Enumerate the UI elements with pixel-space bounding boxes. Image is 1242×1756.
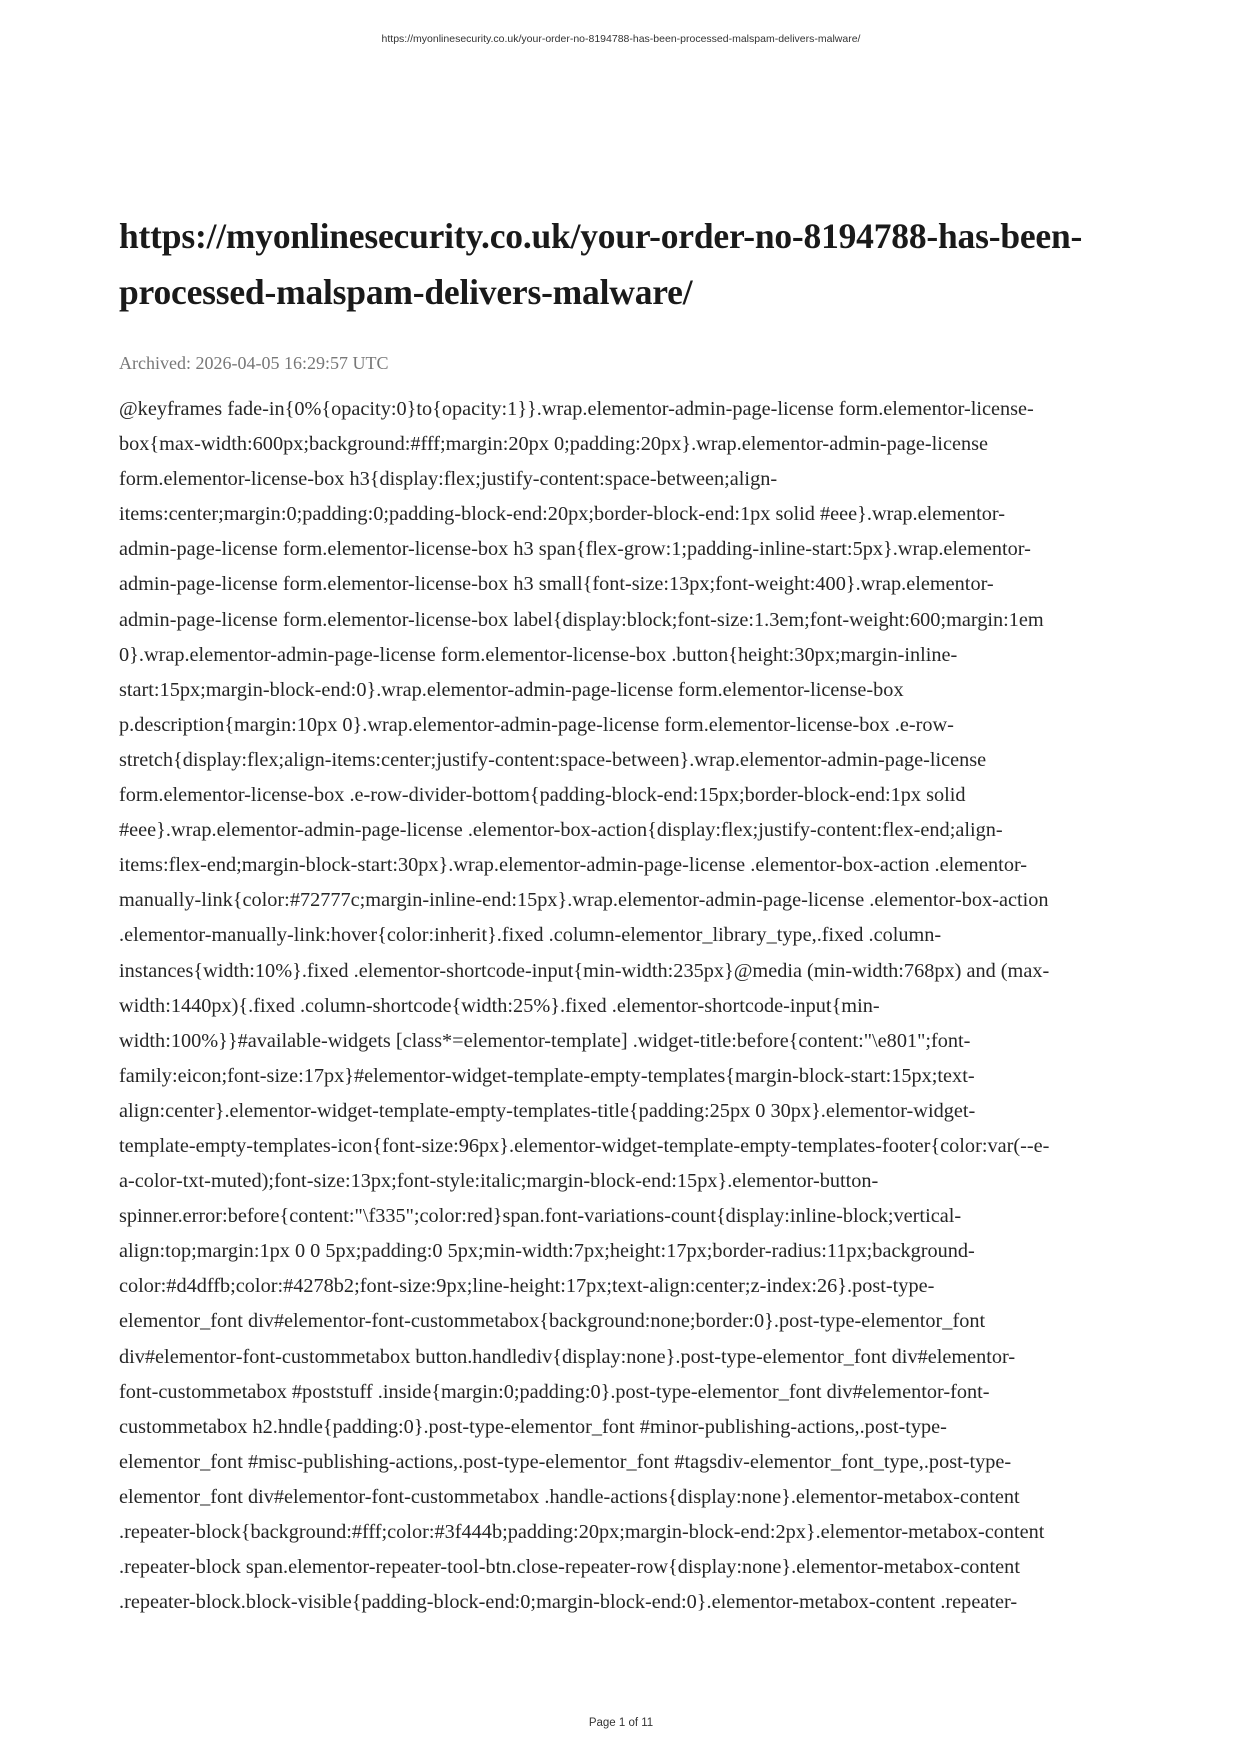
body-line: align:center}.elementor-widget-template-empty-templates-title{padding:25px 0 30px}.elementor-widget- xyxy=(119,1099,976,1122)
body-line: form.elementor-license-box .e-row-divider-bottom{padding-block-end:15px;border-block-end:1px solid xyxy=(119,784,966,807)
body-line: elementor_font div#elementor-font-custommetabox{background:none;border:0}.post-type-elementor_font xyxy=(119,1310,986,1333)
body-line: font-custommetabox #poststuff .inside{margin:0;padding:0}.post-type-elementor_font div#elementor-font- xyxy=(119,1380,990,1403)
body-line: manually-link{color:#72777c;margin-inline-end:15px}.wrap.elementor-admin-page-license .elementor-box-action xyxy=(119,889,1049,912)
body-line: align:top;margin:1px 0 0 5px;padding:0 5px;min-width:7px;height:17px;border-radius:11px;background- xyxy=(119,1240,975,1263)
body-line: width:100%}}#available-widgets [class*=elementor-template] .widget-title:before{content:"\e801";font- xyxy=(119,1029,971,1052)
body-line: 0}.wrap.elementor-admin-page-license form.elementor-license-box .button{height:30px;margin-inline- xyxy=(119,643,958,666)
document-title-line-2: processed-malspam-delivers-malware/ xyxy=(119,272,693,312)
body-line: box{max-width:600px;background:#fff;margin:20px 0;padding:20px}.wrap.elementor-admin-page-license xyxy=(119,433,988,456)
body-line: elementor_font div#elementor-font-custommetabox .handle-actions{display:none}.elementor-metabox-content xyxy=(119,1485,1020,1508)
body-line: p.description{margin:10px 0}.wrap.elementor-admin-page-license form.elementor-license-box .e-row- xyxy=(119,713,954,736)
body-line: stretch{display:flex;align-items:center;justify-content:space-between}.wrap.elementor-admin-page-license xyxy=(119,748,987,771)
page-header-url: https://myonlinesecurity.co.uk/your-order-no-8194788-has-been-processed-malspam-delivers-malware/ xyxy=(381,33,861,45)
body-line: admin-page-license form.elementor-license-box label{display:block;font-size:1.3em;font-weight:600;margin:1em xyxy=(119,608,1044,631)
archived-timestamp: Archived: 2026-04-05 16:29:57 UTC xyxy=(119,353,389,373)
body-line: start:15px;margin-block-end:0}.wrap.elementor-admin-page-license form.elementor-license-box xyxy=(119,678,904,701)
body-line: admin-page-license form.elementor-license-box h3 small{font-size:13px;font-weight:400}.wrap.elementor- xyxy=(119,573,994,596)
document-content xyxy=(119,208,1129,1620)
body-line: items:center;margin:0;padding:0;padding-block-end:20px;border-block-end:1px solid #eee}.wrap.elementor- xyxy=(119,503,1006,526)
body-line: template-empty-templates-icon{font-size:96px}.elementor-widget-template-empty-templates-footer{color:var(--e- xyxy=(119,1134,1050,1157)
body-line: items:flex-end;margin-block-start:30px}.wrap.elementor-admin-page-license .elementor-box-action .elementor- xyxy=(119,854,1028,877)
body-line: a-color-txt-muted);font-size:13px;font-style:italic;margin-block-end:15px}.elementor-button- xyxy=(119,1170,879,1193)
body-line: custommetabox h2.hndle{padding:0}.post-type-elementor_font #minor-publishing-actions,.post-type- xyxy=(119,1415,947,1438)
document-body xyxy=(119,392,1129,1620)
body-line: instances{width:10%}.fixed .elementor-shortcode-input{min-width:235px}@media (min-width:768px) and (max- xyxy=(119,959,1050,982)
body-line: color:#d4dffb;color:#4278b2;font-size:9px;line-height:17px;text-align:center;z-index:26}.post-type- xyxy=(119,1275,935,1298)
page-number: Page 1 of 11 xyxy=(588,1717,654,1729)
body-line: width:1440px){.fixed .column-shortcode{width:25%}.fixed .elementor-shortcode-input{min- xyxy=(119,994,880,1017)
body-line: .repeater-block span.elementor-repeater-tool-btn.close-repeater-row{display:none}.elementor-metabox-content xyxy=(119,1556,1020,1579)
body-line: .elementor-manually-link:hover{color:inherit}.fixed .column-elementor_library_type,.fixed .column- xyxy=(119,924,942,947)
body-line: div#elementor-font-custommetabox button.handlediv{display:none}.post-type-elementor_font div#elementor- xyxy=(119,1345,1016,1368)
body-line: @keyframes fade-in{0%{opacity:0}to{opacity:1}}.wrap.elementor-admin-page-license form.elementor-license- xyxy=(119,398,1034,420)
body-line: .repeater-block{background:#fff;color:#3f444b;padding:20px;margin-block-end:2px}.elementor-metabox-content xyxy=(119,1521,1045,1543)
document-title-line-1: https://myonlinesecurity.co.uk/your-order-no-8194788-has-been- xyxy=(119,216,1083,256)
body-line: spinner.error:before{content:"\f335";color:red}span.font-variations-count{display:inline-block;vertical- xyxy=(119,1205,962,1228)
document-title xyxy=(119,208,1129,320)
body-line: .repeater-block.block-visible{padding-block-end:0;margin-block-end:0}.elementor-metabox-content .repeater- xyxy=(119,1591,1018,1614)
body-line: admin-page-license form.elementor-license-box h3 span{flex-grow:1;padding-inline-start:5px}.wrap.elementor- xyxy=(119,538,1031,561)
body-line: form.elementor-license-box h3{display:flex;justify-content:space-between;align- xyxy=(119,468,778,491)
body-line: elementor_font #misc-publishing-actions,.post-type-elementor_font #tagsdiv-elementor_font_type,.post-type- xyxy=(119,1450,1012,1473)
body-line: #eee}.wrap.elementor-admin-page-license .elementor-box-action{display:flex;justify-content:flex-end;align- xyxy=(119,819,1003,842)
body-line: family:eicon;font-size:17px}#elementor-widget-template-empty-templates{margin-block-start:15px;text- xyxy=(119,1064,975,1087)
